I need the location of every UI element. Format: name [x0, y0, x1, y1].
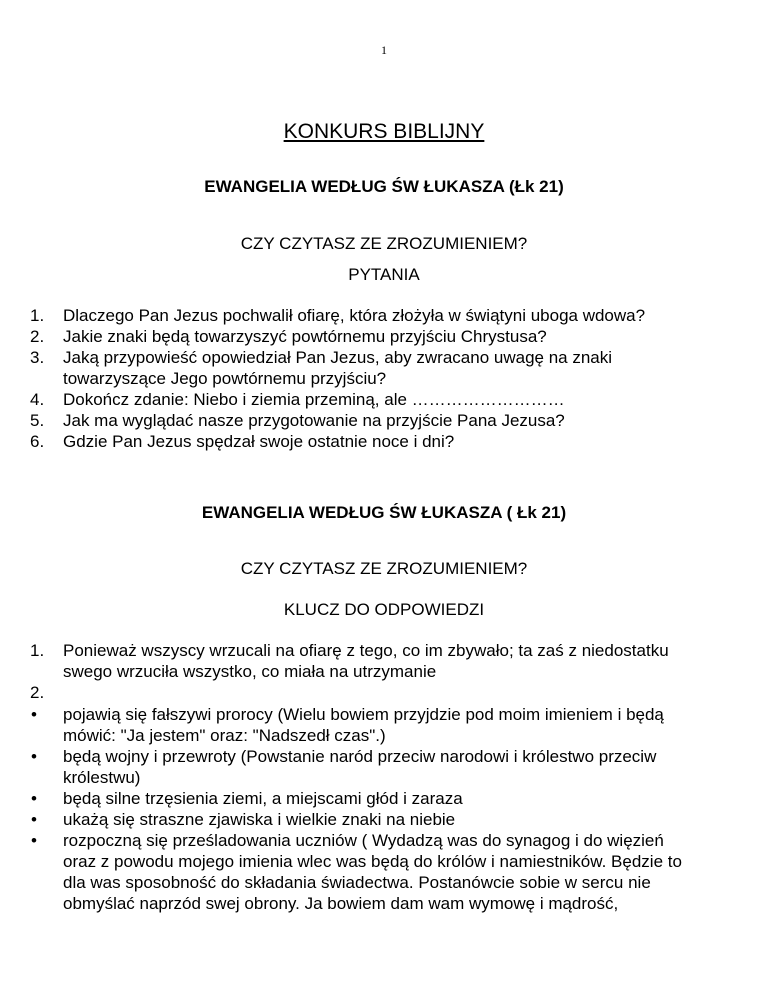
signs-bullet-list: [30, 704, 685, 914]
questions-list: [30, 305, 685, 452]
question-item: 3. Jaką przypowieść opowiedział Pan Jezus, aby zwracano uwagę na znaki towarzyszące Jego powtórnemu przyjściu?: [30, 348, 613, 388]
question-item: 6. Gdzie Pan Jezus spędzał swoje ostatnie noce i dni?: [30, 432, 455, 451]
question-item: 1. Dlaczego Pan Jezus pochwalił ofiarę, która złożyła w świątyni uboga wdowa?: [30, 306, 646, 325]
bullet-item: • będą wojny i przewroty (Powstanie naród przeciw narodowi i królestwo przeciw królestwu): [30, 746, 685, 788]
section1-subtitle: CZY CZYTASZ ZE ZROZUMIENIEM?: [240, 234, 528, 253]
bullet-item: • pojawią się fałszywi prorocy (Wielu bowiem przyjdzie pod moim imieniem i będą mówić: "Ja jestem" oraz: "Nadszedł czas".): [30, 704, 685, 746]
section1-heading: EWANGELIA WEDŁUG ŚW ŁUKASZA (Łk 21): [204, 177, 564, 196]
document-title: KONKURS BIBLIJNY: [283, 120, 485, 143]
section2-subtitle: CZY CZYTASZ ZE ZROZUMIENIEM?: [240, 559, 528, 578]
page-number: 1: [381, 43, 387, 57]
bullet-item: • będą silne trzęsienia ziemi, a miejscami głód i zaraza: [30, 788, 685, 809]
section1-label: PYTANIA: [348, 265, 420, 284]
question-item: 2. Jakie znaki będą towarzyszyć powtórnemu przyjściu Chrystusa?: [30, 327, 547, 346]
answer-item: 2.: [30, 683, 45, 702]
section2-heading: EWANGELIA WEDŁUG ŚW ŁUKASZA ( Łk 21): [201, 503, 567, 522]
answer-item: 1. Ponieważ wszyscy wrzucali na ofiarę z tego, co im zbywało; ta zaś z niedostatku swego wrzuciła wszystko, co miała na utrzymanie: [30, 641, 669, 681]
bullet-item: • ukażą się straszne zjawiska i wielkie znaki na niebie: [30, 809, 685, 830]
section2-label: KLUCZ DO ODPOWIEDZI: [283, 600, 485, 619]
question-item: 5. Jak ma wyglądać nasze przygotowanie na przyjście Pana Jezusa?: [30, 411, 565, 430]
answers-list: [30, 640, 685, 703]
question-item: 4. Dokończ zdanie: Niebo i ziemia przeminą, ale ………………………: [30, 390, 565, 409]
bullet-item: • rozpoczną się prześladowania uczniów ( Wydadzą was do synagog i do więzień oraz z powodu mojego imienia wlec was będą do królów i namiestników. Będzie to dla was sposobność do składania świadectwa. Postanówcie sobie w sercu nie obmyślać naprzód swej obrony. Ja bowiem dam wam wymowę i mądrość,: [30, 830, 685, 914]
